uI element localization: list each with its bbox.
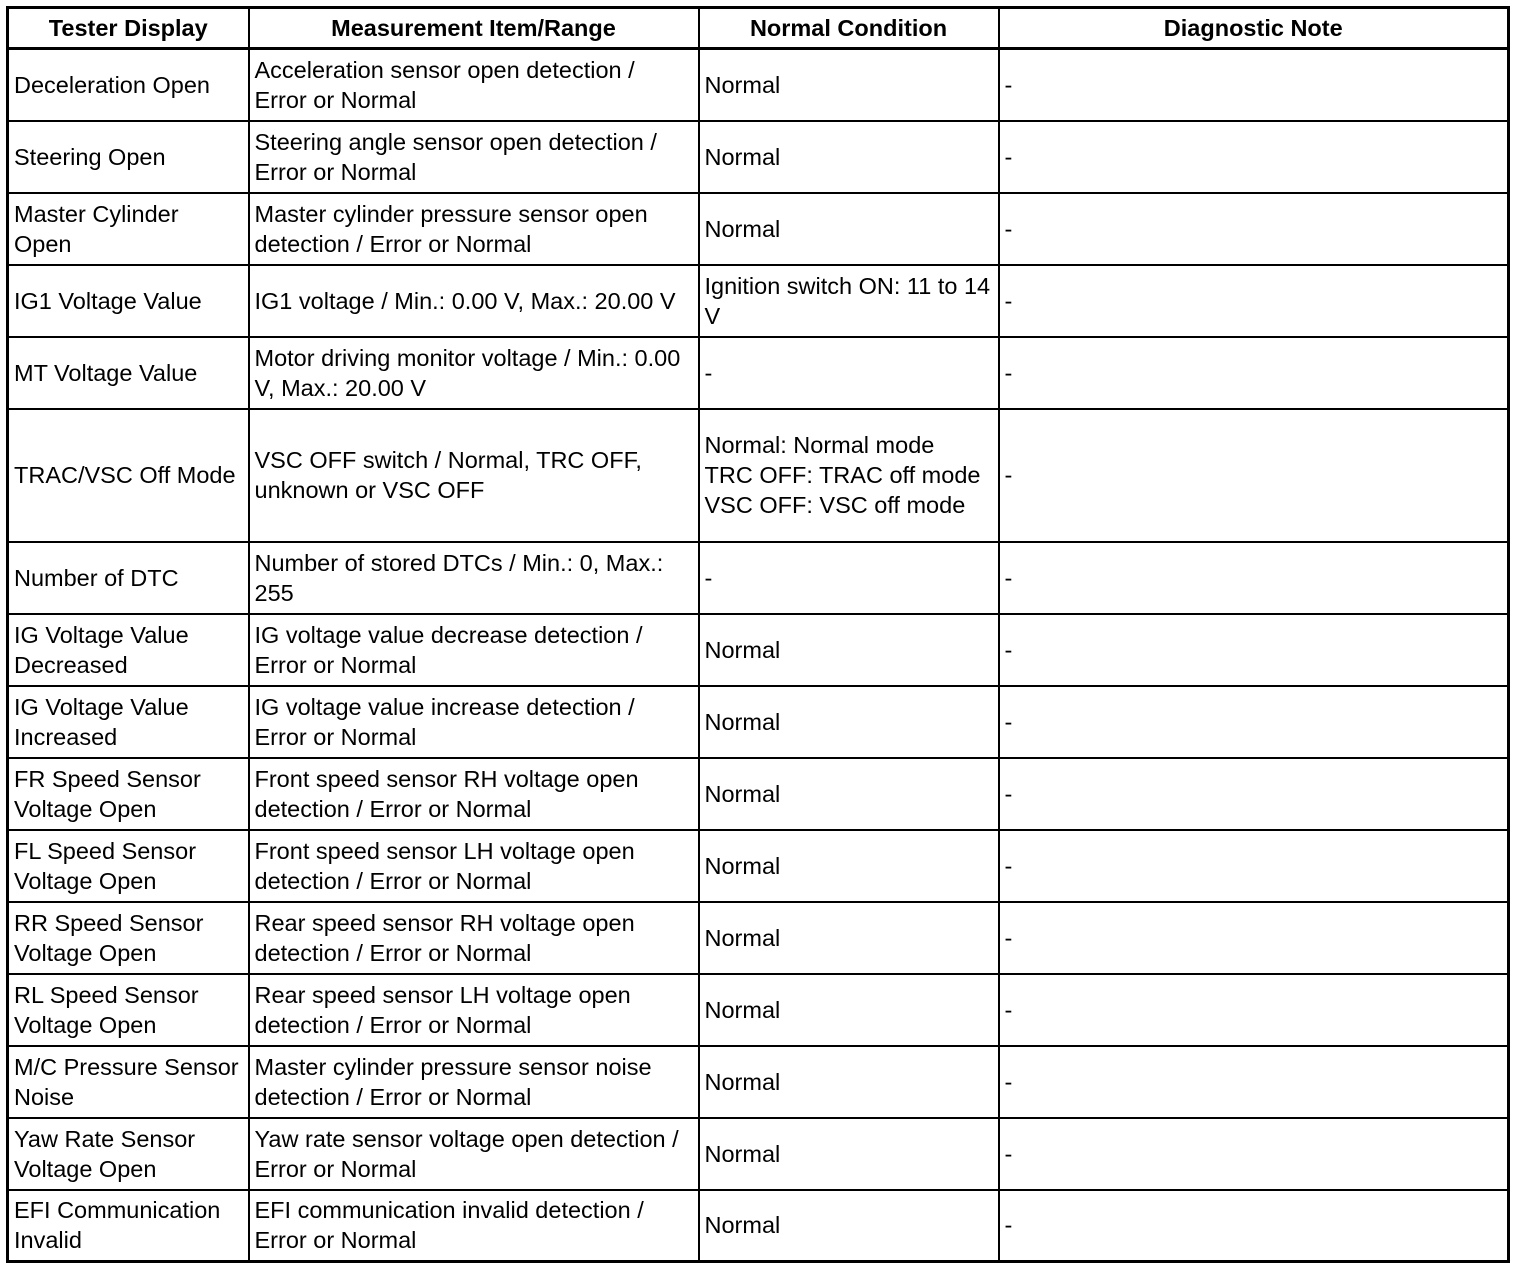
normal-condition-line: - <box>704 564 713 591</box>
table-row <box>8 193 1509 265</box>
tester-display-cell: Master Cylinder Open <box>8 193 249 265</box>
normal-condition-cell <box>699 193 999 265</box>
tester-display-cell: M/C Pressure Sensor Noise <box>8 1046 249 1118</box>
table-row <box>8 830 1509 902</box>
tester-display-cell: RL Speed Sensor Voltage Open <box>8 974 249 1046</box>
diagnostic-note-cell: - <box>999 542 1509 614</box>
table-row <box>8 49 1509 121</box>
tester-display-cell: Yaw Rate Sensor Voltage Open <box>8 1118 249 1190</box>
normal-condition-line: Normal <box>704 1212 781 1239</box>
normal-condition-cell <box>699 49 999 121</box>
table-row <box>8 974 1509 1046</box>
measurement-item-cell: Motor driving monitor voltage / Min.: 0.00 V, Max.: 20.00 V <box>249 337 699 409</box>
table-header <box>8 8 1509 49</box>
diagnostic-note-cell: - <box>999 121 1509 193</box>
normal-condition-line: - <box>704 359 713 386</box>
diagnostic-note-cell: - <box>999 49 1509 121</box>
diagnostic-note-cell: - <box>999 1046 1509 1118</box>
column-header-normal-condition: Normal Condition <box>699 8 999 49</box>
measurement-item-cell: Master cylinder pressure sensor noise detection / Error or Normal <box>249 1046 699 1118</box>
diagnostic-note-cell: - <box>999 1118 1509 1190</box>
diagnostic-note-cell: - <box>999 409 1509 542</box>
measurement-item-cell: Acceleration sensor open detection / Error or Normal <box>249 49 699 121</box>
measurement-item-cell: VSC OFF switch / Normal, TRC OFF, unknown or VSC OFF <box>249 409 699 542</box>
table-row <box>8 542 1509 614</box>
tester-display-cell: FR Speed Sensor Voltage Open <box>8 758 249 830</box>
normal-condition-line: Normal <box>704 708 781 735</box>
table-row <box>8 902 1509 974</box>
normal-condition-line: Normal <box>704 71 781 98</box>
diagnostic-note-cell: - <box>999 337 1509 409</box>
tester-display-cell: RR Speed Sensor Voltage Open <box>8 902 249 974</box>
normal-condition-cell <box>699 121 999 193</box>
normal-condition-line: Normal <box>704 1068 781 1095</box>
data-list-table <box>6 6 1510 1263</box>
normal-condition-line: Normal <box>704 852 781 879</box>
measurement-item-cell: IG voltage value increase detection / Error or Normal <box>249 686 699 758</box>
normal-condition-cell <box>699 337 999 409</box>
tester-display-cell: MT Voltage Value <box>8 337 249 409</box>
measurement-item-cell: Steering angle sensor open detection / Error or Normal <box>249 121 699 193</box>
diagnostic-note-cell: - <box>999 193 1509 265</box>
measurement-item-cell: Rear speed sensor LH voltage open detection / Error or Normal <box>249 974 699 1046</box>
normal-condition-cell <box>699 686 999 758</box>
table-row <box>8 614 1509 686</box>
table-row <box>8 1046 1509 1118</box>
normal-condition-line: Normal <box>704 1140 781 1167</box>
normal-condition-cell <box>699 614 999 686</box>
table-row <box>8 265 1509 337</box>
normal-condition-cell <box>699 265 999 337</box>
normal-condition-cell <box>699 758 999 830</box>
tester-display-cell: Number of DTC <box>8 542 249 614</box>
column-header-measurement-item: Measurement Item/Range <box>249 8 699 49</box>
normal-condition-line: Ignition switch ON: 11 to 14 V <box>704 272 991 329</box>
normal-condition-line: Normal <box>704 215 781 242</box>
tester-display-cell: EFI Communication Invalid <box>8 1190 249 1262</box>
diagnostic-note-cell: - <box>999 758 1509 830</box>
column-header-tester-display: Tester Display <box>8 8 249 49</box>
header-row <box>8 8 1509 49</box>
normal-condition-line: Normal <box>704 996 781 1023</box>
diagnostic-note-cell: - <box>999 614 1509 686</box>
normal-condition-line: Normal <box>704 636 781 663</box>
normal-condition-line: Normal: Normal mode <box>704 432 935 458</box>
tester-display-cell: IG Voltage Value Increased <box>8 686 249 758</box>
normal-condition-line: TRC OFF: TRAC off mode <box>704 462 981 488</box>
table-row <box>8 121 1509 193</box>
normal-condition-line: Normal <box>704 780 781 807</box>
tester-display-cell: Deceleration Open <box>8 49 249 121</box>
diagnostic-note-cell: - <box>999 902 1509 974</box>
diagnostic-note-cell: - <box>999 974 1509 1046</box>
column-header-diagnostic-note: Diagnostic Note <box>999 8 1509 49</box>
table-row <box>8 1190 1509 1262</box>
table-row <box>8 758 1509 830</box>
tester-display-cell: IG1 Voltage Value <box>8 265 249 337</box>
normal-condition-line: Normal <box>704 924 781 951</box>
normal-condition-cell <box>699 409 999 542</box>
measurement-item-cell: Number of stored DTCs / Min.: 0, Max.: 255 <box>249 542 699 614</box>
diagnostic-note-cell: - <box>999 1190 1509 1262</box>
measurement-item-cell: Front speed sensor RH voltage open detection / Error or Normal <box>249 758 699 830</box>
normal-condition-cell <box>699 830 999 902</box>
diagnostic-note-cell: - <box>999 265 1509 337</box>
measurement-item-cell: Yaw rate sensor voltage open detection / Error or Normal <box>249 1118 699 1190</box>
table-body <box>8 49 1509 1262</box>
normal-condition-cell <box>699 902 999 974</box>
tester-display-cell: FL Speed Sensor Voltage Open <box>8 830 249 902</box>
tester-display-cell: IG Voltage Value Decreased <box>8 614 249 686</box>
measurement-item-cell: Master cylinder pressure sensor open detection / Error or Normal <box>249 193 699 265</box>
normal-condition-cell <box>699 974 999 1046</box>
measurement-item-cell: EFI communication invalid detection / Error or Normal <box>249 1190 699 1262</box>
tester-display-cell: TRAC/VSC Off Mode <box>8 409 249 542</box>
diagnostic-note-cell: - <box>999 686 1509 758</box>
normal-condition-cell <box>699 1190 999 1262</box>
table-row <box>8 409 1509 542</box>
measurement-item-cell: IG voltage value decrease detection / Error or Normal <box>249 614 699 686</box>
normal-condition-line: Normal <box>704 143 781 170</box>
normal-condition-cell <box>699 1118 999 1190</box>
tester-display-cell: Steering Open <box>8 121 249 193</box>
measurement-item-cell: IG1 voltage / Min.: 0.00 V, Max.: 20.00 V <box>249 265 699 337</box>
measurement-item-cell: Rear speed sensor RH voltage open detection / Error or Normal <box>249 902 699 974</box>
normal-condition-line: VSC OFF: VSC off mode <box>704 492 966 518</box>
measurement-item-cell: Front speed sensor LH voltage open detection / Error or Normal <box>249 830 699 902</box>
normal-condition-cell <box>699 542 999 614</box>
table-row <box>8 686 1509 758</box>
diagnostic-note-cell: - <box>999 830 1509 902</box>
table-row <box>8 337 1509 409</box>
normal-condition-cell <box>699 1046 999 1118</box>
table-row <box>8 1118 1509 1190</box>
